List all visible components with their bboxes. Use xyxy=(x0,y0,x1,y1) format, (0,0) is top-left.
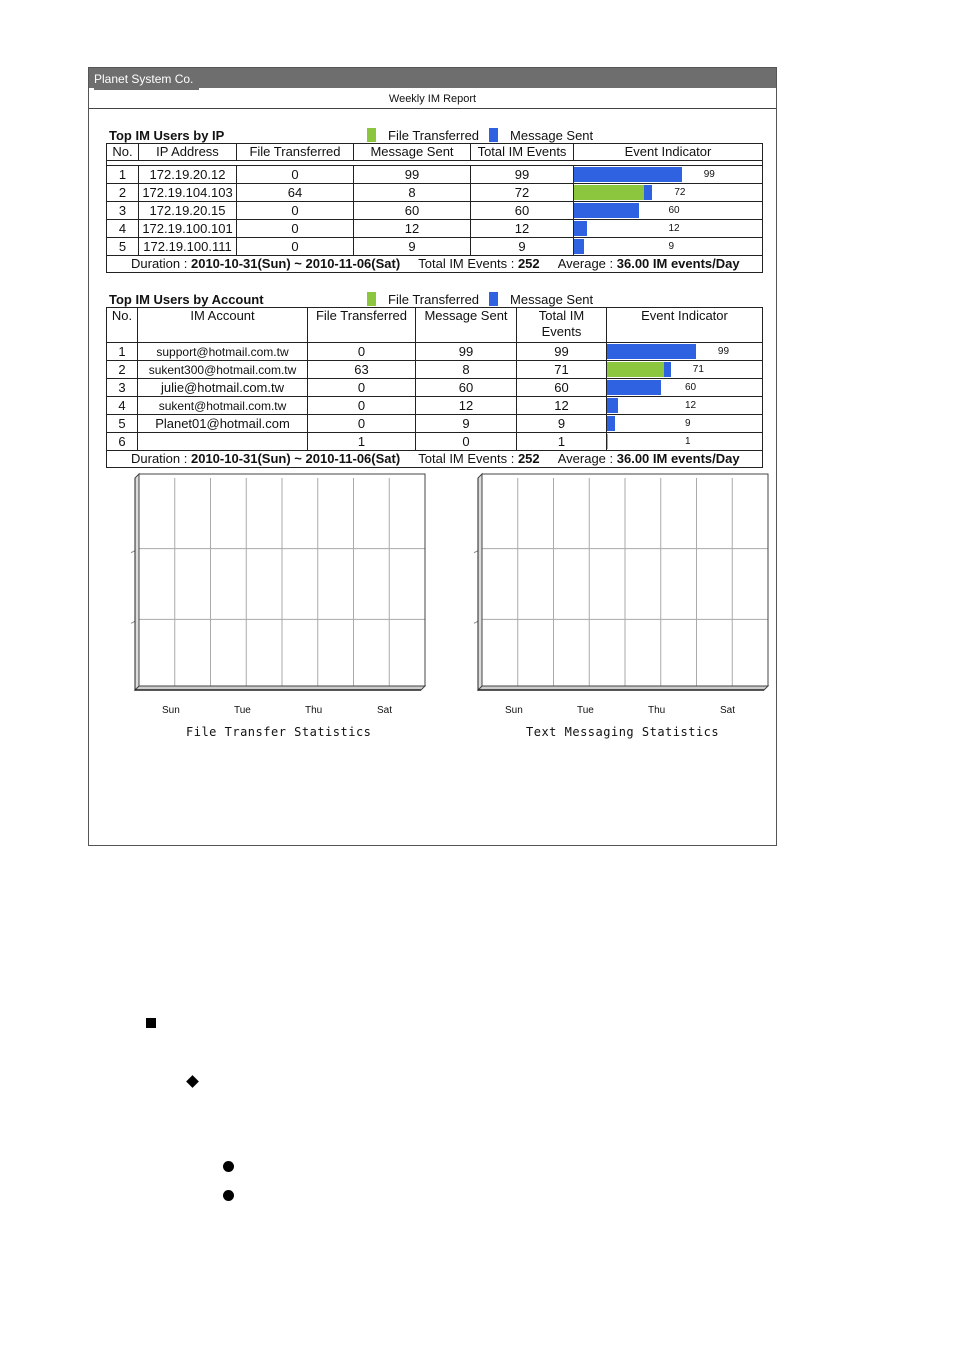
account-summary xyxy=(107,451,763,468)
total-events-value: 72 xyxy=(471,184,574,202)
im-account: sukent@hotmail.com.tw xyxy=(138,397,308,415)
total-events-value: 71 xyxy=(517,361,607,379)
text-chart-title: Text Messaging Statistics xyxy=(526,725,720,739)
message-legend-swatch xyxy=(489,128,498,142)
file-legend-label: File Transferred xyxy=(388,292,480,307)
row-number: 5 xyxy=(107,238,139,256)
event-indicator-bar xyxy=(607,344,696,359)
message-sent-value: 12 xyxy=(416,397,517,415)
message-sent-bar xyxy=(644,185,653,200)
row-number: 5 xyxy=(107,415,138,433)
ip-address: 172.19.20.12 xyxy=(139,166,237,184)
message-legend-swatch xyxy=(489,292,498,306)
total-events-value: 9 xyxy=(471,238,574,256)
ip-col-msg: Message Sent xyxy=(354,144,471,161)
total-label: Total IM Events : xyxy=(418,256,518,271)
message-sent-value: 99 xyxy=(416,343,517,361)
text-chart-tick-tue: Tue xyxy=(577,705,594,716)
chart-wall xyxy=(478,474,482,690)
event-indicator-label: 9 xyxy=(668,241,675,252)
event-indicator-label: 12 xyxy=(685,400,697,411)
ip-table xyxy=(106,143,763,273)
total-events-value: 12 xyxy=(517,397,607,415)
message-sent-value: 0 xyxy=(416,433,517,451)
event-indicator-label: 60 xyxy=(685,382,697,393)
file-transferred-value: 1 xyxy=(308,433,416,451)
event-indicator xyxy=(607,397,763,415)
account_section-row xyxy=(107,415,763,433)
total-events-value: 99 xyxy=(517,343,607,361)
total-label: Total IM Events : xyxy=(418,451,518,466)
event-indicator xyxy=(574,166,763,184)
ip-address: 172.19.104.103 xyxy=(139,184,237,202)
text-messaging-chart xyxy=(470,472,772,704)
total-events-value: 12 xyxy=(471,220,574,238)
acct-col-no: No. xyxy=(107,308,138,343)
event-indicator-label: 99 xyxy=(717,346,730,357)
event-indicator xyxy=(607,361,763,379)
event-indicator-bar xyxy=(574,239,584,254)
message-sent-bar xyxy=(607,344,696,359)
duration-value: 2010-10-31(Sun) ~ 2010-11-06(Sat) xyxy=(190,451,401,466)
message-sent-value: 12 xyxy=(354,220,471,238)
event-indicator xyxy=(607,415,763,433)
event-indicator-bar xyxy=(607,416,615,431)
duration-value: 2010-10-31(Sun) ~ 2010-11-06(Sat) xyxy=(190,256,401,271)
im-account: julie@hotmail.com.tw xyxy=(138,379,308,397)
ip-col-indicator: Event Indicator xyxy=(574,144,763,161)
event-indicator-label: 71 xyxy=(692,364,704,375)
file-transferred-value: 0 xyxy=(237,202,354,220)
message-sent-bar xyxy=(574,221,587,236)
total-events-value: 9 xyxy=(517,415,607,433)
message-legend-label: Message Sent xyxy=(510,292,594,307)
file-transferred-value: 0 xyxy=(308,379,416,397)
file-transferred-bar xyxy=(607,434,608,449)
file-transferred-value: 64 xyxy=(237,184,354,202)
row-number: 6 xyxy=(107,433,138,451)
total-value: 252 xyxy=(517,256,540,271)
file-transferred-value: 0 xyxy=(308,415,416,433)
message-sent-value: 60 xyxy=(416,379,517,397)
account_section-row xyxy=(107,343,763,361)
row-number: 3 xyxy=(107,202,139,220)
event-indicator-bar xyxy=(574,167,682,182)
event-indicator xyxy=(574,202,763,220)
event-indicator-bar xyxy=(607,434,608,449)
row-number: 1 xyxy=(107,343,138,361)
event-indicator-label: 1 xyxy=(685,436,691,447)
file-chart-tick-sat: Sat xyxy=(377,705,393,716)
ip-col-file: File Transferred xyxy=(237,144,354,161)
row-number: 4 xyxy=(107,397,138,415)
im-account: support@hotmail.com.tw xyxy=(138,343,308,361)
round-bullet-icon xyxy=(223,1190,234,1201)
total-events-value: 60 xyxy=(517,379,607,397)
ip-legend xyxy=(367,128,593,143)
ip-col-address: IP Address xyxy=(139,144,237,161)
message-sent-bar xyxy=(574,167,682,182)
file-transferred-value: 0 xyxy=(237,220,354,238)
file-transferred-value: 0 xyxy=(308,397,416,415)
ip-col-no: No. xyxy=(107,144,139,161)
duration-label: Duration : xyxy=(131,451,191,466)
acct-col-msg: Message Sent xyxy=(416,308,517,343)
ip_section-row xyxy=(107,184,763,202)
file-chart-tick-thu: Thu xyxy=(305,705,323,716)
message-sent-value: 9 xyxy=(416,415,517,433)
diamond-bullet-icon xyxy=(186,1075,199,1088)
average-label: Average : xyxy=(557,256,617,271)
account_section-row xyxy=(107,433,763,451)
message-sent-value: 99 xyxy=(354,166,471,184)
ip_section-row xyxy=(107,220,763,238)
ip-address: 172.19.20.15 xyxy=(139,202,237,220)
weekly-im-report xyxy=(88,67,777,846)
ip-address: 172.19.100.101 xyxy=(139,220,237,238)
message-sent-bar xyxy=(607,416,615,431)
im-account: sukent300@hotmail.com.tw xyxy=(138,361,308,379)
total-events-value: 60 xyxy=(471,202,574,220)
event-indicator-label: 9 xyxy=(685,418,691,429)
file-chart-tick-tue: Tue xyxy=(234,705,251,716)
ip_section-row xyxy=(107,202,763,220)
message-sent-bar xyxy=(574,239,584,254)
account_section-row xyxy=(107,397,763,415)
account-legend xyxy=(367,292,593,307)
message-sent-bar xyxy=(607,398,618,413)
file-transferred-value: 63 xyxy=(308,361,416,379)
event-indicator-label: 72 xyxy=(674,187,686,198)
row-number: 2 xyxy=(107,361,138,379)
event-indicator-bar xyxy=(574,203,639,218)
acct-col-indicator: Event Indicator xyxy=(607,308,763,343)
event-indicator xyxy=(574,184,763,202)
message-sent-value: 8 xyxy=(354,184,471,202)
ip_section-row xyxy=(107,238,763,256)
file-legend-swatch xyxy=(367,292,376,306)
row-number: 4 xyxy=(107,220,139,238)
ip-section-header xyxy=(109,128,764,144)
duration-label: Duration : xyxy=(131,256,191,271)
company-name: Planet System Co. xyxy=(94,68,199,90)
average-value: 36.00 IM events/Day xyxy=(616,256,740,271)
message-sent-bar xyxy=(574,203,639,218)
message-legend-label: Message Sent xyxy=(510,128,594,143)
file-chart-title: File Transfer Statistics xyxy=(186,725,372,739)
account-table xyxy=(106,307,763,468)
event-indicator xyxy=(607,343,763,361)
event-indicator-bar xyxy=(607,380,661,395)
event-indicator-bar xyxy=(607,398,618,413)
event-indicator-label: 99 xyxy=(703,169,715,180)
event-indicator-label: 60 xyxy=(668,205,680,216)
total-events-value: 1 xyxy=(517,433,607,451)
event-indicator xyxy=(607,433,763,451)
message-sent-bar xyxy=(607,380,661,395)
event-indicator-bar xyxy=(574,185,652,200)
account_section-row xyxy=(107,379,763,397)
acct-col-account: IM Account xyxy=(138,308,308,343)
row-number: 2 xyxy=(107,184,139,202)
row-number: 1 xyxy=(107,166,139,184)
file-chart-tick-sun: Sun xyxy=(162,705,180,716)
event-indicator xyxy=(574,220,763,238)
account-section-header xyxy=(109,292,764,308)
row-number: 3 xyxy=(107,379,138,397)
total-value: 252 xyxy=(517,451,540,466)
file-transferred-value: 0 xyxy=(237,166,354,184)
event-indicator xyxy=(574,238,763,256)
file-transferred-value: 0 xyxy=(237,238,354,256)
account-section-title: Top IM Users by Account xyxy=(109,292,264,307)
acct-col-file: File Transferred xyxy=(308,308,416,343)
ip-summary xyxy=(107,256,763,273)
file-legend-label: File Transferred xyxy=(388,128,480,143)
report-title: Weekly IM Report xyxy=(89,88,776,109)
file-transferred-bar xyxy=(607,362,664,377)
file-legend-swatch xyxy=(367,128,376,142)
message-sent-value: 9 xyxy=(354,238,471,256)
text-chart-tick-thu: Thu xyxy=(648,705,666,716)
event-indicator-bar xyxy=(607,362,671,377)
round-bullet-icon xyxy=(223,1161,234,1172)
event-indicator-label: 12 xyxy=(668,223,680,234)
ip-col-total: Total IM Events xyxy=(471,144,574,161)
file-transferred-value: 0 xyxy=(308,343,416,361)
account_section-row xyxy=(107,361,763,379)
message-sent-value: 60 xyxy=(354,202,471,220)
message-sent-value: 8 xyxy=(416,361,517,379)
report-titlebar xyxy=(89,68,776,88)
file-transfer-chart xyxy=(127,472,429,704)
average-label: Average : xyxy=(557,451,617,466)
text-chart-tick-sat: Sat xyxy=(720,705,736,716)
event-indicator-bar xyxy=(574,221,587,236)
ip-section-title: Top IM Users by IP xyxy=(109,128,225,143)
im-account: Planet01@hotmail.com xyxy=(138,415,308,433)
event-indicator xyxy=(607,379,763,397)
chart-wall xyxy=(135,474,139,690)
acct-col-total: Total IM Events xyxy=(517,308,607,343)
im-account xyxy=(138,433,308,451)
average-value: 36.00 IM events/Day xyxy=(616,451,740,466)
message-sent-bar xyxy=(664,362,671,377)
ip-address: 172.19.100.111 xyxy=(139,238,237,256)
square-bullet-icon xyxy=(146,1018,156,1028)
text-chart-tick-sun: Sun xyxy=(505,705,523,716)
ip_section-row xyxy=(107,166,763,184)
total-events-value: 99 xyxy=(471,166,574,184)
file-transferred-bar xyxy=(574,185,644,200)
